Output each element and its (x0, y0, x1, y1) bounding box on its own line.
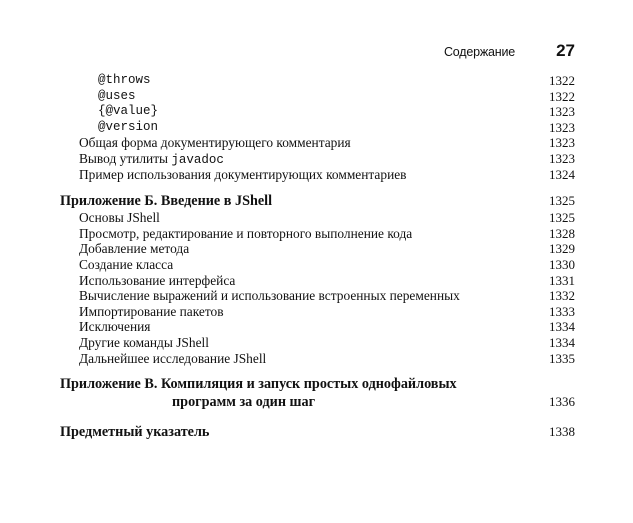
toc-entry-version[interactable] (60, 120, 575, 136)
toc-entry-exceptions[interactable] (60, 319, 575, 335)
toc-entry-add-method[interactable] (60, 241, 575, 257)
toc-entry-other-commands[interactable] (60, 335, 575, 351)
toc-entry-uses[interactable] (60, 89, 575, 105)
toc-entry-label: Пример использования документирующих комментариев (79, 166, 407, 182)
toc-entry-page: 1322 (549, 88, 575, 104)
toc-entry-label: Создание класса (79, 256, 174, 272)
toc-index-title: Предметный указатель (60, 424, 210, 441)
toc-entry-page: 1338 (549, 424, 575, 440)
toc-entry-javadoc-output[interactable] (60, 151, 575, 167)
toc-entry-page: 1336 (549, 394, 575, 410)
toc-entry-page: 1323 (549, 150, 575, 166)
toc-entry-general-form[interactable] (60, 135, 575, 151)
toc-entry-view-edit[interactable] (60, 226, 575, 242)
toc-entry-label: Использование интерфейса (79, 272, 236, 288)
toc-entry-import-packages[interactable] (60, 304, 575, 320)
toc-entry-label: Исключения (79, 319, 151, 335)
toc-entry-page: 1333 (549, 303, 575, 319)
toc-entry-jshell-basics[interactable] (60, 210, 575, 226)
toc-entry-throws[interactable] (60, 73, 575, 89)
toc-entry-expressions[interactable] (60, 288, 575, 304)
toc-entry-interface[interactable] (60, 273, 575, 289)
section-gap (60, 182, 575, 192)
toc-entry-label: @uses (98, 88, 136, 103)
toc-entry-page: 1334 (549, 334, 575, 350)
toc-entry-page: 1334 (549, 319, 575, 335)
toc-entry-label: {@value} (98, 104, 159, 119)
toc-entry-label: Общая форма документирующего комментария (79, 135, 351, 151)
toc-entry-value[interactable] (60, 104, 575, 120)
page-number: 27 (556, 41, 575, 60)
section-gap (60, 366, 575, 375)
section-gap (60, 411, 575, 423)
toc-entry-label: @version (98, 119, 159, 134)
toc-entry-page: 1325 (549, 210, 575, 226)
toc-entry-label: Просмотр, редактирование и повторного выполнение кода (79, 225, 413, 241)
toc-appendix-v-line2[interactable] (60, 393, 575, 411)
toc-entry-page: 1324 (549, 166, 575, 182)
toc-appendix-v-line1[interactable] (60, 375, 575, 393)
toc-entry-page: 1323 (549, 119, 575, 135)
toc-entry-page: 1328 (549, 225, 575, 241)
toc-entry-page: 1332 (549, 288, 575, 304)
toc-entry-page: 1329 (549, 241, 575, 257)
toc-entry-page: 1322 (549, 73, 575, 88)
toc-entry-label: Основы JShell (79, 210, 160, 226)
toc-entry-page: 1323 (549, 104, 575, 120)
toc-entry-label: Другие команды JShell (79, 334, 209, 350)
running-header (60, 42, 575, 62)
toc-entry-page: 1330 (549, 256, 575, 272)
toc-entry-label: Вычисление выражений и использование встроенных переменных (79, 288, 460, 304)
running-header-title: Содержание (443, 45, 515, 59)
toc-entry-page: 1331 (549, 272, 575, 288)
toc-entry-create-class[interactable] (60, 257, 575, 273)
toc-appendix-b[interactable] (60, 192, 575, 210)
toc-entry-label-text: Вывод утилиты (79, 150, 172, 166)
toc-entry-page: 1323 (549, 135, 575, 151)
toc-entry-label: @throws (98, 73, 151, 87)
toc-entry-example[interactable] (60, 167, 575, 183)
toc-appendix-title-continued: программ за один шаг (172, 394, 316, 411)
toc-entry-further-exploration[interactable] (60, 351, 575, 367)
toc-appendix-title: Приложение Б. Введение в JShell (60, 193, 273, 210)
toc-entry-label: Дальнейшее исследование JShell (79, 350, 267, 366)
table-of-contents (60, 73, 575, 441)
toc-entry-page: 1325 (549, 193, 575, 209)
toc-entry-label: Добавление метода (79, 241, 190, 257)
toc-entry-label: Импортирование пакетов (79, 303, 224, 319)
toc-entry-page: 1335 (549, 350, 575, 366)
toc-index[interactable] (60, 423, 575, 441)
toc-appendix-title: Приложение В. Компиляция и запуск простых однофайловых (60, 376, 457, 393)
toc-entry-label-code: javadoc (171, 152, 224, 167)
